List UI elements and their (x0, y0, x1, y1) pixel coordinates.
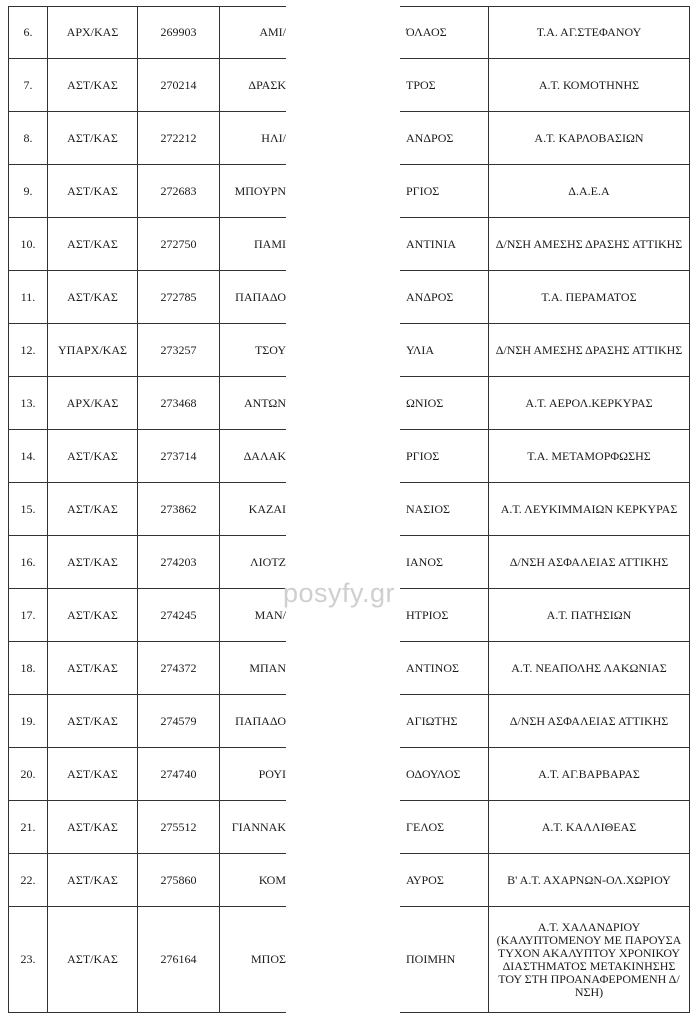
surname-cell-fragment: ΠΑΠΑΔΟ (235, 713, 286, 728)
table-row (400, 483, 690, 536)
table-row (400, 907, 690, 1013)
table-row (8, 271, 286, 324)
table-row (8, 377, 286, 430)
table-row (400, 165, 690, 218)
table-row (400, 589, 690, 642)
table-row (400, 430, 690, 483)
row-number: 17. (8, 589, 48, 641)
row-number: 10. (8, 218, 48, 270)
rank-cell: ΑΣΤ/ΚΑΣ (48, 430, 138, 482)
rank-cell: ΑΡΧ/ΚΑΣ (48, 7, 138, 58)
service-number-cell: 272683 (138, 165, 220, 217)
service-number-cell: 275860 (138, 854, 220, 906)
firstname-cell-fragment: ΑΝΤΙΝΙΑ (406, 236, 456, 251)
service-number-cell: 274740 (138, 748, 220, 800)
rank-cell: ΑΣΤ/ΚΑΣ (48, 483, 138, 535)
unit-cell: Τ.Α. ΠΕΡΑΜΑΤΟΣ (488, 271, 690, 323)
surname-cell-fragment: ΠΑΠΑΔΟ (235, 289, 286, 304)
table-row (8, 589, 286, 642)
rank-cell: ΑΣΤ/ΚΑΣ (48, 112, 138, 164)
table-row (400, 324, 690, 377)
surname-cell-fragment: ΜΑΝ/ (254, 607, 286, 622)
row-number: 23. (8, 907, 48, 1012)
service-number-cell: 272785 (138, 271, 220, 323)
table-row (8, 430, 286, 483)
rank-cell: ΑΣΤ/ΚΑΣ (48, 589, 138, 641)
unit-cell: Δ/ΝΣΗ ΑΜΕΣΗΣ ΔΡΑΣΗΣ ΑΤΤΙΚΗΣ (488, 324, 690, 376)
service-number-cell: 272750 (138, 218, 220, 270)
table-row (8, 642, 286, 695)
service-number-cell: 273468 (138, 377, 220, 429)
rank-cell: ΑΣΤ/ΚΑΣ (48, 748, 138, 800)
rank-cell: ΑΣΤ/ΚΑΣ (48, 536, 138, 588)
row-number: 12. (8, 324, 48, 376)
service-number-cell: 273862 (138, 483, 220, 535)
unit-cell: Δ/ΝΣΗ ΑΣΦΑΛΕΙΑΣ ΑΤΤΙΚΗΣ (488, 536, 690, 588)
watermark: posyfy.gr (283, 578, 396, 608)
rank-cell: ΑΣΤ/ΚΑΣ (48, 165, 138, 217)
firstname-cell-fragment: ΤΡΟΣ (406, 77, 436, 92)
surname-cell-fragment: ΤΣΟΥ (254, 342, 286, 357)
service-number-cell: 270214 (138, 59, 220, 111)
rank-cell: ΑΣΤ/ΚΑΣ (48, 59, 138, 111)
service-number-cell: 273257 (138, 324, 220, 376)
surname-cell-fragment: ΔΑΛΑΚ (243, 448, 286, 463)
left-table-fragment (8, 6, 286, 1013)
surname-cell-fragment: ΗΛΙ/ (261, 130, 286, 145)
row-number: 21. (8, 801, 48, 853)
firstname-cell-fragment: ΥΛΙΑ (406, 342, 435, 357)
surname-cell-fragment: ΑΜΙ/ (259, 25, 286, 39)
table-row (8, 536, 286, 589)
table-row (8, 483, 286, 536)
firstname-cell-fragment: ΑΥΡΟΣ (406, 872, 444, 887)
table-row (400, 271, 690, 324)
row-number: 8. (8, 112, 48, 164)
table-row (8, 907, 286, 1013)
unit-cell: Α.Τ. ΚΑΡΛΟΒΑΣΙΩΝ (488, 112, 690, 164)
row-number: 16. (8, 536, 48, 588)
right-table-fragment (400, 6, 690, 1013)
unit-cell: Δ/ΝΣΗ ΑΣΦΑΛΕΙΑΣ ΑΤΤΙΚΗΣ (488, 695, 690, 747)
unit-cell: Α.Τ. ΠΑΤΗΣΙΩΝ (488, 589, 690, 641)
service-number-cell: 269903 (138, 7, 220, 58)
firstname-cell-fragment: ΓΕΛΟΣ (406, 819, 445, 834)
firstname-cell-fragment: ΟΔΟΥΛΟΣ (406, 766, 461, 781)
table-row (8, 324, 286, 377)
row-number: 9. (8, 165, 48, 217)
table-row (400, 6, 690, 59)
service-number-cell: 276164 (138, 907, 220, 1012)
unit-cell: Α.Τ. ΝΕΑΠΟΛΗΣ ΛΑΚΩΝΙΑΣ (488, 642, 690, 694)
unit-cell: Α.Τ. ΚΟΜΟΤΗΝΗΣ (488, 59, 690, 111)
surname-cell-fragment: ΓΙΑΝΝΑΚ (231, 819, 286, 834)
service-number-cell: 274203 (138, 536, 220, 588)
unit-cell: Β' Α.Τ. ΑΧΑΡΝΩΝ-ΟΛ.ΧΩΡΙΟΥ (488, 854, 690, 906)
firstname-cell-fragment: ΝΑΣΙΟΣ (406, 501, 450, 516)
service-number-cell: 272212 (138, 112, 220, 164)
surname-cell-fragment: ΡΟΥΙ (258, 766, 286, 781)
table-row (400, 695, 690, 748)
surname-cell-fragment: ΚΟΜ (258, 872, 286, 887)
firstname-cell-fragment: ΩΝΙΟΣ (406, 395, 444, 410)
firstname-cell-fragment: ΑΝΔΡΟΣ (406, 289, 454, 304)
rank-cell: ΑΣΤ/ΚΑΣ (48, 801, 138, 853)
service-number-cell: 274372 (138, 642, 220, 694)
firstname-cell-fragment: ΑΝΔΡΟΣ (406, 130, 454, 145)
unit-cell: Α.Τ. ΛΕΥΚΙΜΜΑΙΩΝ ΚΕΡΚΥΡΑΣ (488, 483, 690, 535)
surname-cell-fragment: ΜΠΑΝ (249, 660, 286, 675)
table-row (8, 165, 286, 218)
table-row (8, 59, 286, 112)
row-number: 11. (8, 271, 48, 323)
rank-cell: ΑΣΤ/ΚΑΣ (48, 271, 138, 323)
row-number: 7. (8, 59, 48, 111)
rank-cell: ΑΡΧ/ΚΑΣ (48, 377, 138, 429)
surname-cell-fragment: ΜΠΟΥΡΝ (234, 183, 286, 198)
table-row (400, 59, 690, 112)
unit-cell: Τ.Α. ΑΓ.ΣΤΕΦΑΝΟΥ (488, 7, 690, 58)
surname-cell-fragment: ΑΝΤΩΝ (243, 395, 286, 410)
firstname-cell-fragment: ΡΓΙΟΣ (406, 448, 440, 463)
table-row (8, 6, 286, 59)
unit-cell: Δ/ΝΣΗ ΑΜΕΣΗΣ ΔΡΑΣΗΣ ΑΤΤΙΚΗΣ (488, 218, 690, 270)
firstname-cell-fragment: ΌΛΑΟΣ (406, 25, 447, 39)
table-row (400, 536, 690, 589)
unit-cell: Α.Τ. ΚΑΛΛΙΘΕΑΣ (488, 801, 690, 853)
table-row (8, 801, 286, 854)
firstname-cell-fragment: ΙΑΝΟΣ (406, 554, 443, 569)
table-row (400, 801, 690, 854)
table-row (8, 854, 286, 907)
firstname-cell-fragment: ΗΤΡΙΟΣ (406, 607, 449, 622)
table-row (8, 695, 286, 748)
firstname-cell-fragment: ΑΓΙΩΤΗΣ (406, 713, 458, 728)
surname-cell-fragment: ΜΠΟΣ (251, 952, 286, 966)
table-row (400, 642, 690, 695)
row-number: 19. (8, 695, 48, 747)
rank-cell: ΑΣΤ/ΚΑΣ (48, 854, 138, 906)
service-number-cell: 274579 (138, 695, 220, 747)
row-number: 20. (8, 748, 48, 800)
rank-cell: ΥΠΑΡΧ/ΚΑΣ (48, 324, 138, 376)
firstname-cell-fragment: ΑΝΤΙΝΟΣ (406, 660, 459, 675)
table-row (400, 218, 690, 271)
table-row (8, 112, 286, 165)
rank-cell: ΑΣΤ/ΚΑΣ (48, 907, 138, 1012)
unit-cell: Τ.Α. ΜΕΤΑΜΟΡΦΩΣΗΣ (488, 430, 690, 482)
rank-cell: ΑΣΤ/ΚΑΣ (48, 218, 138, 270)
row-number: 14. (8, 430, 48, 482)
surname-cell-fragment: ΠΑΜΙ (254, 236, 286, 251)
unit-cell: Δ.Α.Ε.Α (488, 165, 690, 217)
service-number-cell: 275512 (138, 801, 220, 853)
service-number-cell: 273714 (138, 430, 220, 482)
unit-cell: Α.Τ. ΧΑΛΑΝΔΡΙΟΥ (ΚΑΛΥΠΤΟΜΕΝΟΥ ΜΕ ΠΑΡΟΥΣΑ ΤΥΧΟΝ ΑΚΑΛΥΠΤΟΥ ΧΡΟΝΙΚΟΥ ΔΙΑΣΤΗΜΑΤΟΣ ΜΕΤΑΚΙΝΗΣΗΣ ΤΟΥ ΣΤΗ ΠΡΟΑΝΑΦΕΡΟΜΕΝΗ Δ/ΝΣΗ) (488, 907, 690, 1012)
row-number: 13. (8, 377, 48, 429)
row-number: 22. (8, 854, 48, 906)
row-number: 6. (8, 7, 48, 58)
unit-cell: Α.Τ. ΑΕΡΟΛ.ΚΕΡΚΥΡΑΣ (488, 377, 690, 429)
row-number: 15. (8, 483, 48, 535)
surname-cell-fragment: ΔΡΑΣΚ (248, 77, 286, 92)
rank-cell: ΑΣΤ/ΚΑΣ (48, 695, 138, 747)
unit-cell: Α.Τ. ΑΓ.ΒΑΡΒΑΡΑΣ (488, 748, 690, 800)
surname-cell-fragment: ΛΙΟΤΖ (249, 554, 286, 569)
rank-cell: ΑΣΤ/ΚΑΣ (48, 642, 138, 694)
table-row (400, 112, 690, 165)
table-row (400, 748, 690, 801)
table-row (8, 218, 286, 271)
service-number-cell: 274245 (138, 589, 220, 641)
firstname-cell-fragment: ΡΓΙΟΣ (406, 183, 440, 198)
table-row (8, 748, 286, 801)
row-number: 18. (8, 642, 48, 694)
firstname-cell-fragment: ΠΟΙΜΗΝ (406, 952, 456, 966)
table-row (400, 377, 690, 430)
table-row (400, 854, 690, 907)
surname-cell-fragment: ΚΑΖΑΙ (248, 501, 286, 516)
